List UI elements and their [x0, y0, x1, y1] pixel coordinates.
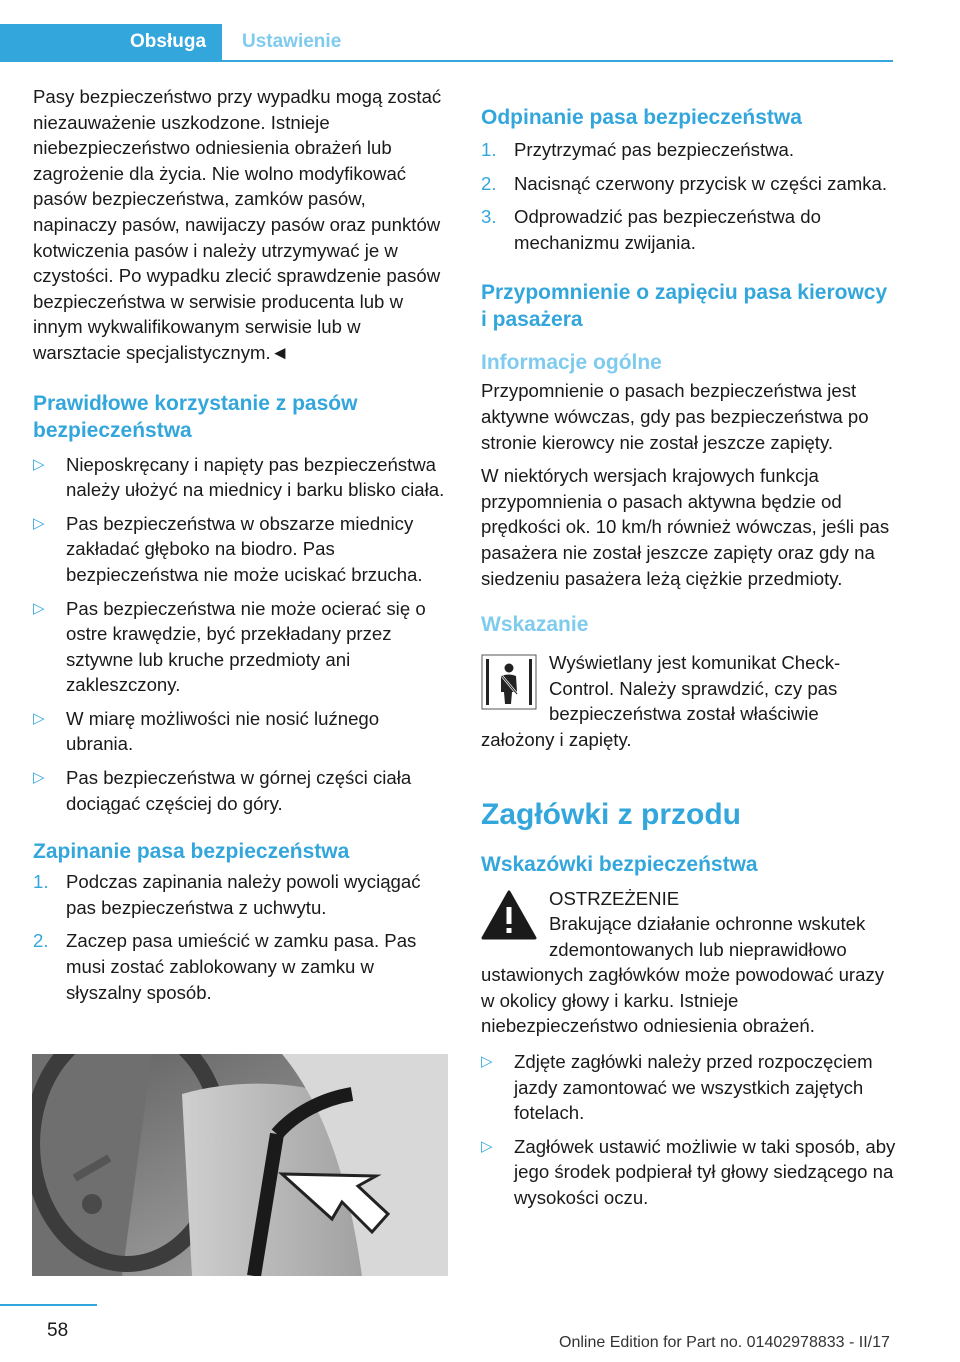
warning-block — [481, 886, 896, 1040]
triangle-right-icon: ▷ — [33, 599, 45, 617]
heading-indication: Wskazanie — [481, 613, 589, 637]
tab-obsluga-label: Obsługa — [130, 31, 207, 52]
usage-item: ▷ Nieposkręcany i napięty pas bezpieczeństwa należy ułożyć na miednicy i barku blisko ciała. — [33, 453, 445, 501]
right-column — [481, 104, 896, 1211]
unfasten-steps — [481, 137, 896, 255]
seatbelt-photo — [32, 1054, 448, 1276]
unfasten-step: 2. Nacisnąć czerwony przycisk w części zamka. — [481, 172, 888, 194]
usage-list — [33, 452, 448, 817]
safety-list — [481, 1049, 896, 1211]
header-divider — [222, 60, 893, 62]
triangle-right-icon: ▷ — [33, 709, 45, 727]
heading-proper-usage: Prawidłowe korzystanie z pasów bezpieczeństwa — [33, 391, 358, 442]
heading-safety-notes: Wskazówki bezpieczeństwa — [481, 852, 758, 876]
unfasten-step: 1. Przytrzymać pas bezpieczeństwa. — [481, 139, 795, 160]
unfasten-step: 3. Odprowadzić pas bezpieczeństwa do mechanizmu zwijania. — [481, 206, 821, 253]
safety-item: ▷ Zdjęte zagłówki należy przed rozpoczęciem jazdy zamontować we wszystkich zajętych fotelach. — [481, 1051, 873, 1124]
seatbelt-warning-icon — [481, 654, 537, 714]
edition-note: Online Edition for Part no. 01402978833 - II/17 — [559, 1334, 890, 1351]
seatbelt-illustration — [32, 1054, 448, 1276]
header-tabs — [0, 24, 893, 62]
warning-text: Brakujące działanie ochronne wskutek zdemontowanych lub nieprawidłowo ustawionych zagłówków może powodować urazy w okolicy głowy i karku. Istnieje niebezpieczeństwo odniesienia obrażeń. — [481, 913, 885, 1037]
heading-fasten: Zapinanie pasa bezpieczeństwa — [33, 840, 350, 864]
triangle-right-icon: ▷ — [33, 769, 45, 787]
heading-belt-reminder: Przypomnienie o zapięciu pasa kierowcy i pasażera — [481, 281, 888, 332]
triangle-right-icon: ▷ — [33, 455, 45, 473]
heading-unfasten: Odpinanie pasa bezpieczeństwa — [481, 106, 802, 129]
fasten-steps — [33, 869, 448, 1005]
indication-block — [481, 650, 896, 752]
triangle-right-icon: ▷ — [481, 1137, 493, 1155]
usage-item: ▷ Pas bezpieczeństwa nie może ocierać się o ostre krawędzie, być przekładany przez sztywne lub kruche przedmioty ani zakleszczony. — [33, 597, 426, 696]
left-column — [33, 84, 448, 1005]
usage-item: ▷ Pas bezpieczeństwa w górnej części ciała dociągać częściej do góry. — [33, 767, 412, 814]
usage-item: ▷ Pas bezpieczeństwa w obszarze miednicy zakładać głęboko na biodro. Pas bezpieczeństwa nie może uciskać brzucha. — [33, 512, 423, 585]
warning-label: OSTRZEŻENIE — [549, 887, 680, 909]
general-paragraph-1: Przypomnienie o pasach bezpieczeństwa jest aktywne wówczas, gdy pas bezpieczeństwa po stronie kierowcy nie został jeszcze zapięty. — [481, 380, 869, 453]
triangle-right-icon: ▷ — [481, 1053, 493, 1071]
general-paragraph-2: W niektórych wersjach krajowych funkcja przypomnienia o pasach aktywna będzie od prędkości ok. 10 km/h również wówczas, jeśli pas pasażera nie został jeszcze zapięty oraz gdy na siedzeniu pasażera leżą ciężkie przedmioty. — [481, 465, 890, 589]
indication-text: Wyświetlany jest komunikat Check-Control. Należy sprawdzić, czy pas bezpieczeństwa został właściwie założony i zapięty. — [481, 652, 841, 750]
usage-item: ▷ W miarę możliwości nie nosić luźnego ubrania. — [33, 707, 380, 755]
heading-general-info: Informacje ogólne — [481, 351, 662, 375]
triangle-right-icon: ▷ — [33, 514, 45, 532]
warning-triangle-icon — [481, 890, 537, 942]
footer-divider — [0, 1304, 97, 1306]
safety-item: ▷ Zagłówek ustawić możliwie w taki sposób, aby jego środek podpierał tył głowy siedzącego na wysokości oczu. — [481, 1135, 896, 1209]
intro-warning-paragraph: Pasy bezpieczeństwo przy wypadku mogą zostać niezauważenie uszkodzone. Istnieje niebezpieczeństwo odniesienia obrażeń lub zagrożenie dla życia. Nie wolno modyfikować pasów bezpieczeństwa, zamków pasów, napinaczy pasów, nawijaczy pasów oraz punktów kotwiczenia pasów i należy utrzymywać je w czystości. Po wypadku zlecić sprawdzenie pasów bezpieczeństwa w serwisie producenta lub w innym wykwalifikowanym serwisie lub w warsztacie specjalistycznym.◄ — [33, 86, 442, 363]
fasten-step: 2. Zaczep pasa umieścić w zamku pasa. Pas musi zostać zablokowany w zamku w słyszalny sposób. — [33, 930, 417, 1003]
fasten-step: 1. Podczas zapinania należy powoli wyciągać pas bezpieczeństwa z uchwytu. — [33, 871, 421, 918]
tab-ustawienie-label: Ustawienie — [242, 31, 342, 52]
heading-front-headrests: Zagłówki z przodu — [481, 797, 741, 831]
tab-obsluga — [0, 24, 222, 62]
page-number: 58 — [47, 1320, 69, 1341]
